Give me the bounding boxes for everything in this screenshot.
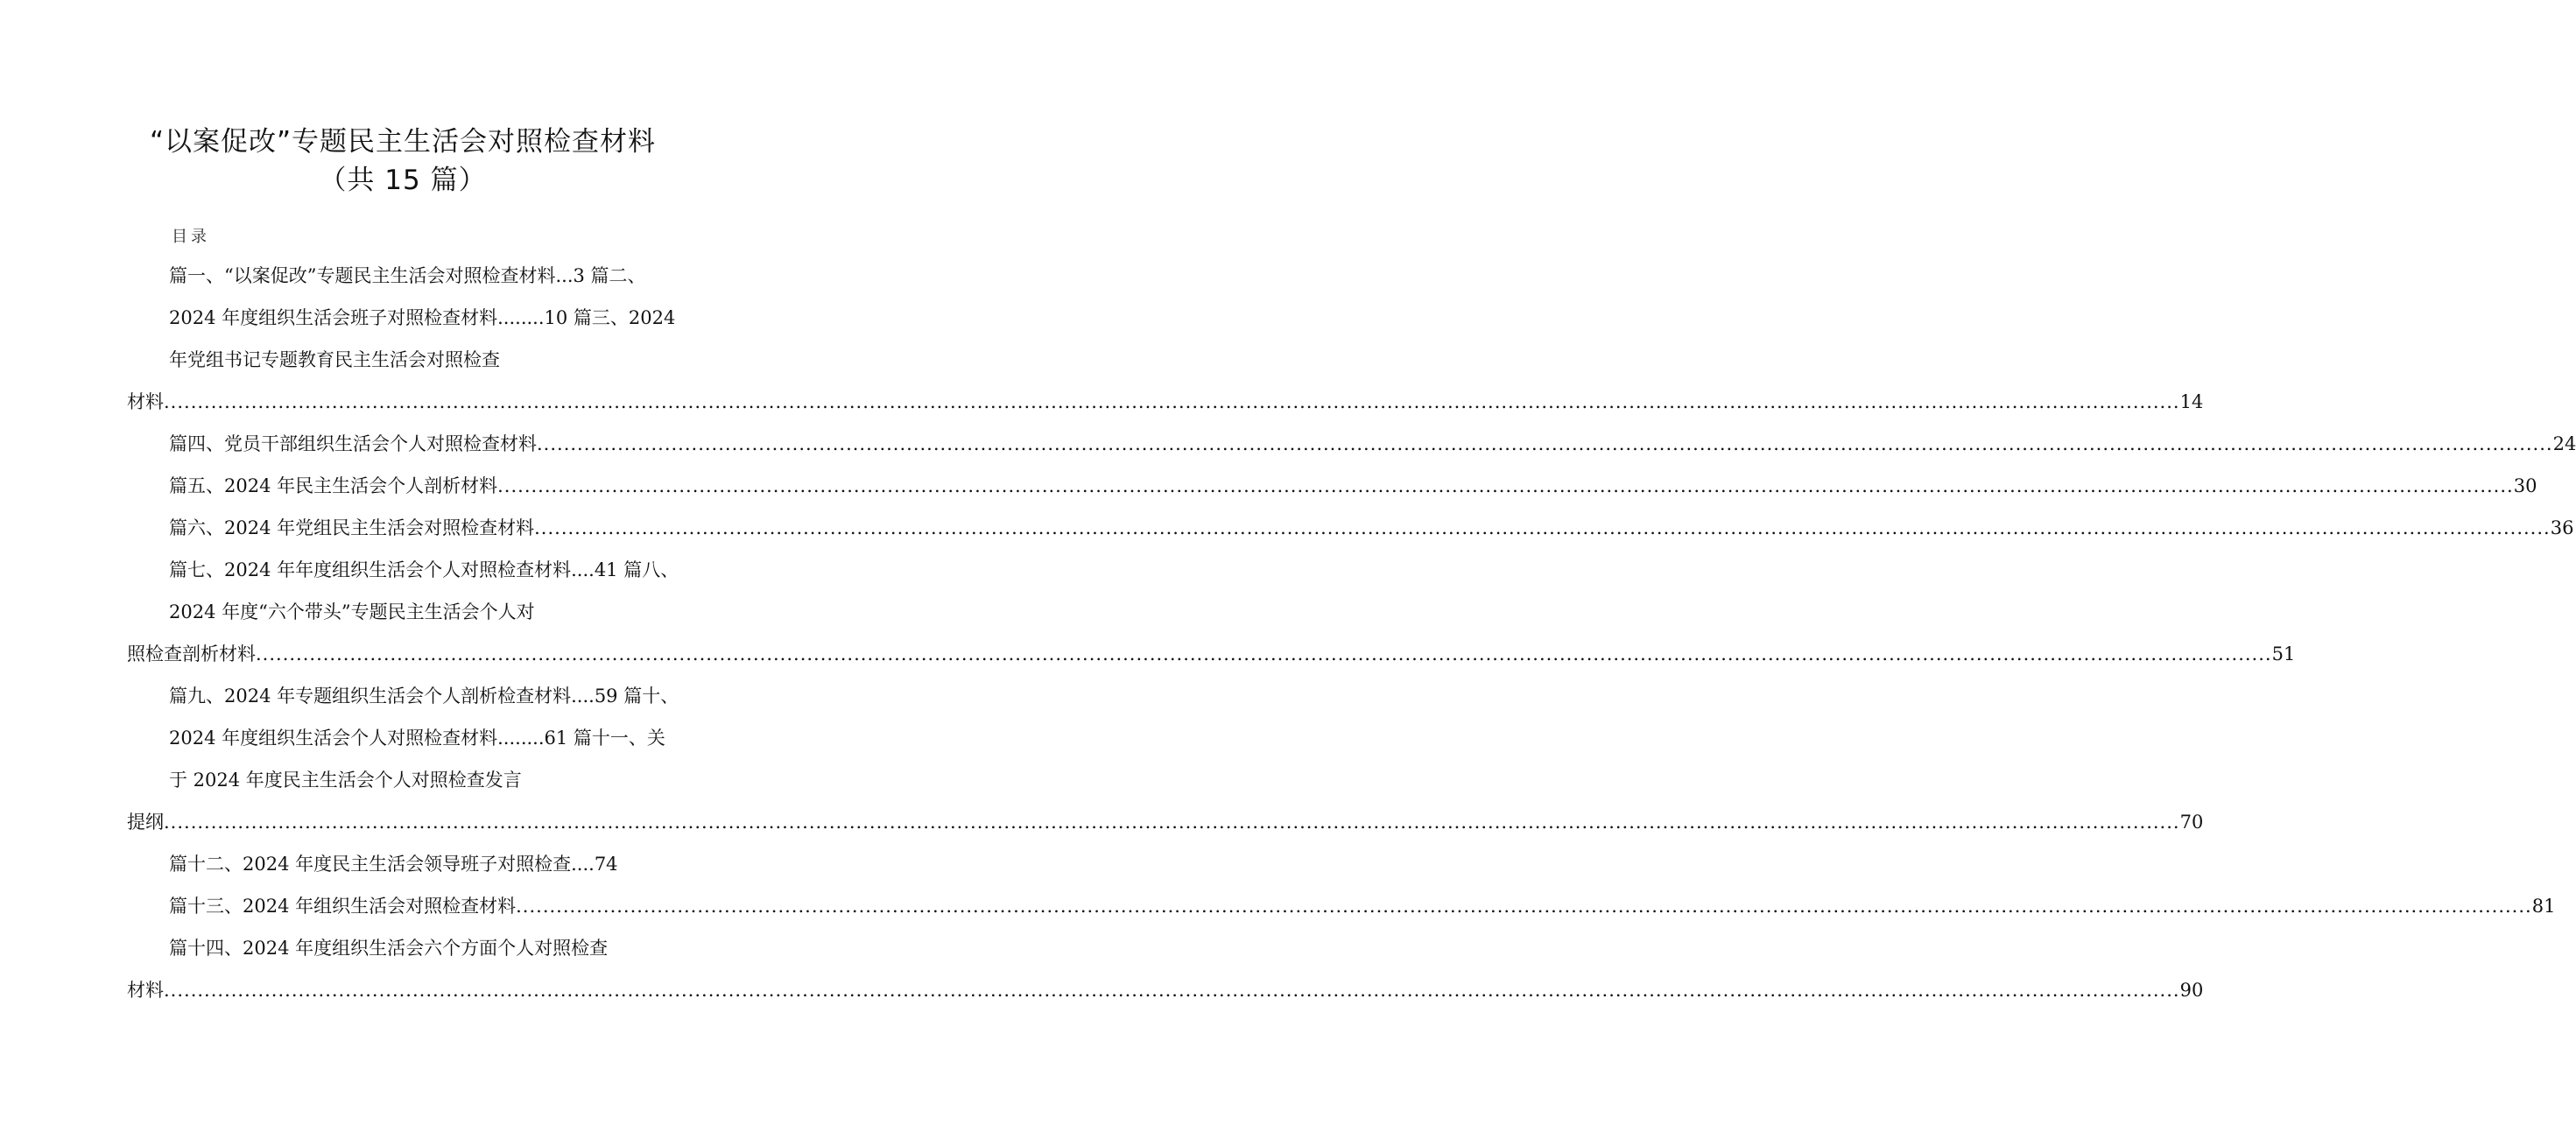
toc-line-text: 篇十四、2024 年度组织生活会六个方面个人对照检查: [169, 938, 609, 959]
toc-line[interactable]: [127, 809, 2204, 835]
dot-leader: ............................................................................................................................................................................................................................................................................................................: [164, 812, 2180, 833]
toc-page-number: 51: [2271, 643, 2296, 664]
dot-leader: ............................................................................................................................................................................................................................................................................................................: [164, 980, 2180, 1001]
toc-line[interactable]: [169, 347, 500, 373]
toc-line-text: 于 2024 年度民主生活会个人对照检查发言: [169, 770, 522, 791]
dot-leader: ............................................................................................................................................................................................................................................................................................................: [256, 643, 2272, 664]
toc-line[interactable]: [169, 935, 608, 961]
dot-leader: ............................................................................................................................................................................................................................................................................................................: [534, 517, 2551, 538]
toc-line[interactable]: [169, 263, 646, 289]
dot-leader: ............................................................................................................................................................................................................................................................................................................: [497, 475, 2514, 496]
toc-line[interactable]: [169, 725, 665, 751]
dot-leader: ............................................................................................................................................................................................................................................................................................................: [537, 433, 2553, 454]
toc-page-number: 36: [2550, 517, 2574, 538]
document-subtitle: （共 15 篇）: [319, 165, 487, 196]
dot-leader: ............................................................................................................................................................................................................................................................................................................: [164, 391, 2180, 412]
toc-line[interactable]: [169, 851, 618, 877]
toc-line-text: 提纲: [127, 812, 164, 833]
toc-page-number: 14: [2179, 391, 2204, 412]
toc-heading: 目录: [172, 228, 210, 246]
toc-page-number: 90: [2179, 980, 2204, 1001]
toc-line[interactable]: [169, 767, 522, 793]
toc-line-text: 篇十二、2024 年度民主生活会领导班子对照检查....74: [169, 854, 618, 875]
toc-page-number: 30: [2513, 475, 2537, 496]
toc-line-text: 年党组书记专题教育民主生活会对照检查: [169, 349, 500, 370]
toc-line-text: 篇七、2024 年年度组织生活会个人对照检查材料....41 篇八、: [169, 559, 679, 580]
toc-line-text: 2024 年度组织生活会班子对照检查材料........10 篇三、2024: [169, 307, 676, 328]
toc-line[interactable]: [169, 683, 679, 709]
toc-page-number: 70: [2179, 812, 2204, 833]
dot-leader: ............................................................................................................................................................................................................................................................................................................: [516, 896, 2532, 917]
toc-line[interactable]: [169, 473, 2537, 499]
toc-line-text: 2024 年度组织生活会个人对照检查材料........61 篇十一、关: [169, 728, 665, 749]
toc-line-text: 篇十三、2024 年组织生活会对照检查材料: [169, 896, 517, 917]
toc-line-text: 篇九、2024 年专题组织生活会个人剖析检查材料....59 篇十、: [169, 686, 679, 707]
toc-line[interactable]: [169, 599, 535, 625]
toc-line[interactable]: [169, 557, 679, 583]
toc-line[interactable]: [169, 893, 2556, 919]
toc-line[interactable]: [127, 641, 2296, 667]
toc-page-number: 81: [2531, 896, 2556, 917]
toc-line-text: 篇五、2024 年民主生活会个人剖析材料: [169, 475, 498, 496]
toc-line-text: 材料: [127, 980, 164, 1001]
document-title: “以案促改”专题民主生活会对照检查材料: [149, 126, 657, 158]
toc-line-text: 篇六、2024 年党组民主生活会对照检查材料: [169, 517, 535, 538]
toc-line-text: 材料: [127, 391, 164, 412]
toc-line-text: 2024 年度“六个带头”专题民主生活会个人对: [169, 601, 535, 622]
toc-line[interactable]: [169, 431, 2576, 457]
toc-line-text: 篇四、党员干部组织生活会个人对照检查材料: [169, 433, 537, 454]
toc-line[interactable]: [169, 305, 675, 331]
toc-line[interactable]: [127, 977, 2204, 1003]
toc-line-text: 篇一、“以案促改”专题民主生活会对照检查材料...3 篇二、: [169, 265, 646, 286]
toc-line-text: 照检查剖析材料: [127, 643, 256, 664]
toc-line[interactable]: [127, 389, 2204, 415]
toc-line[interactable]: [169, 515, 2574, 541]
toc-page-number: 24: [2552, 433, 2576, 454]
